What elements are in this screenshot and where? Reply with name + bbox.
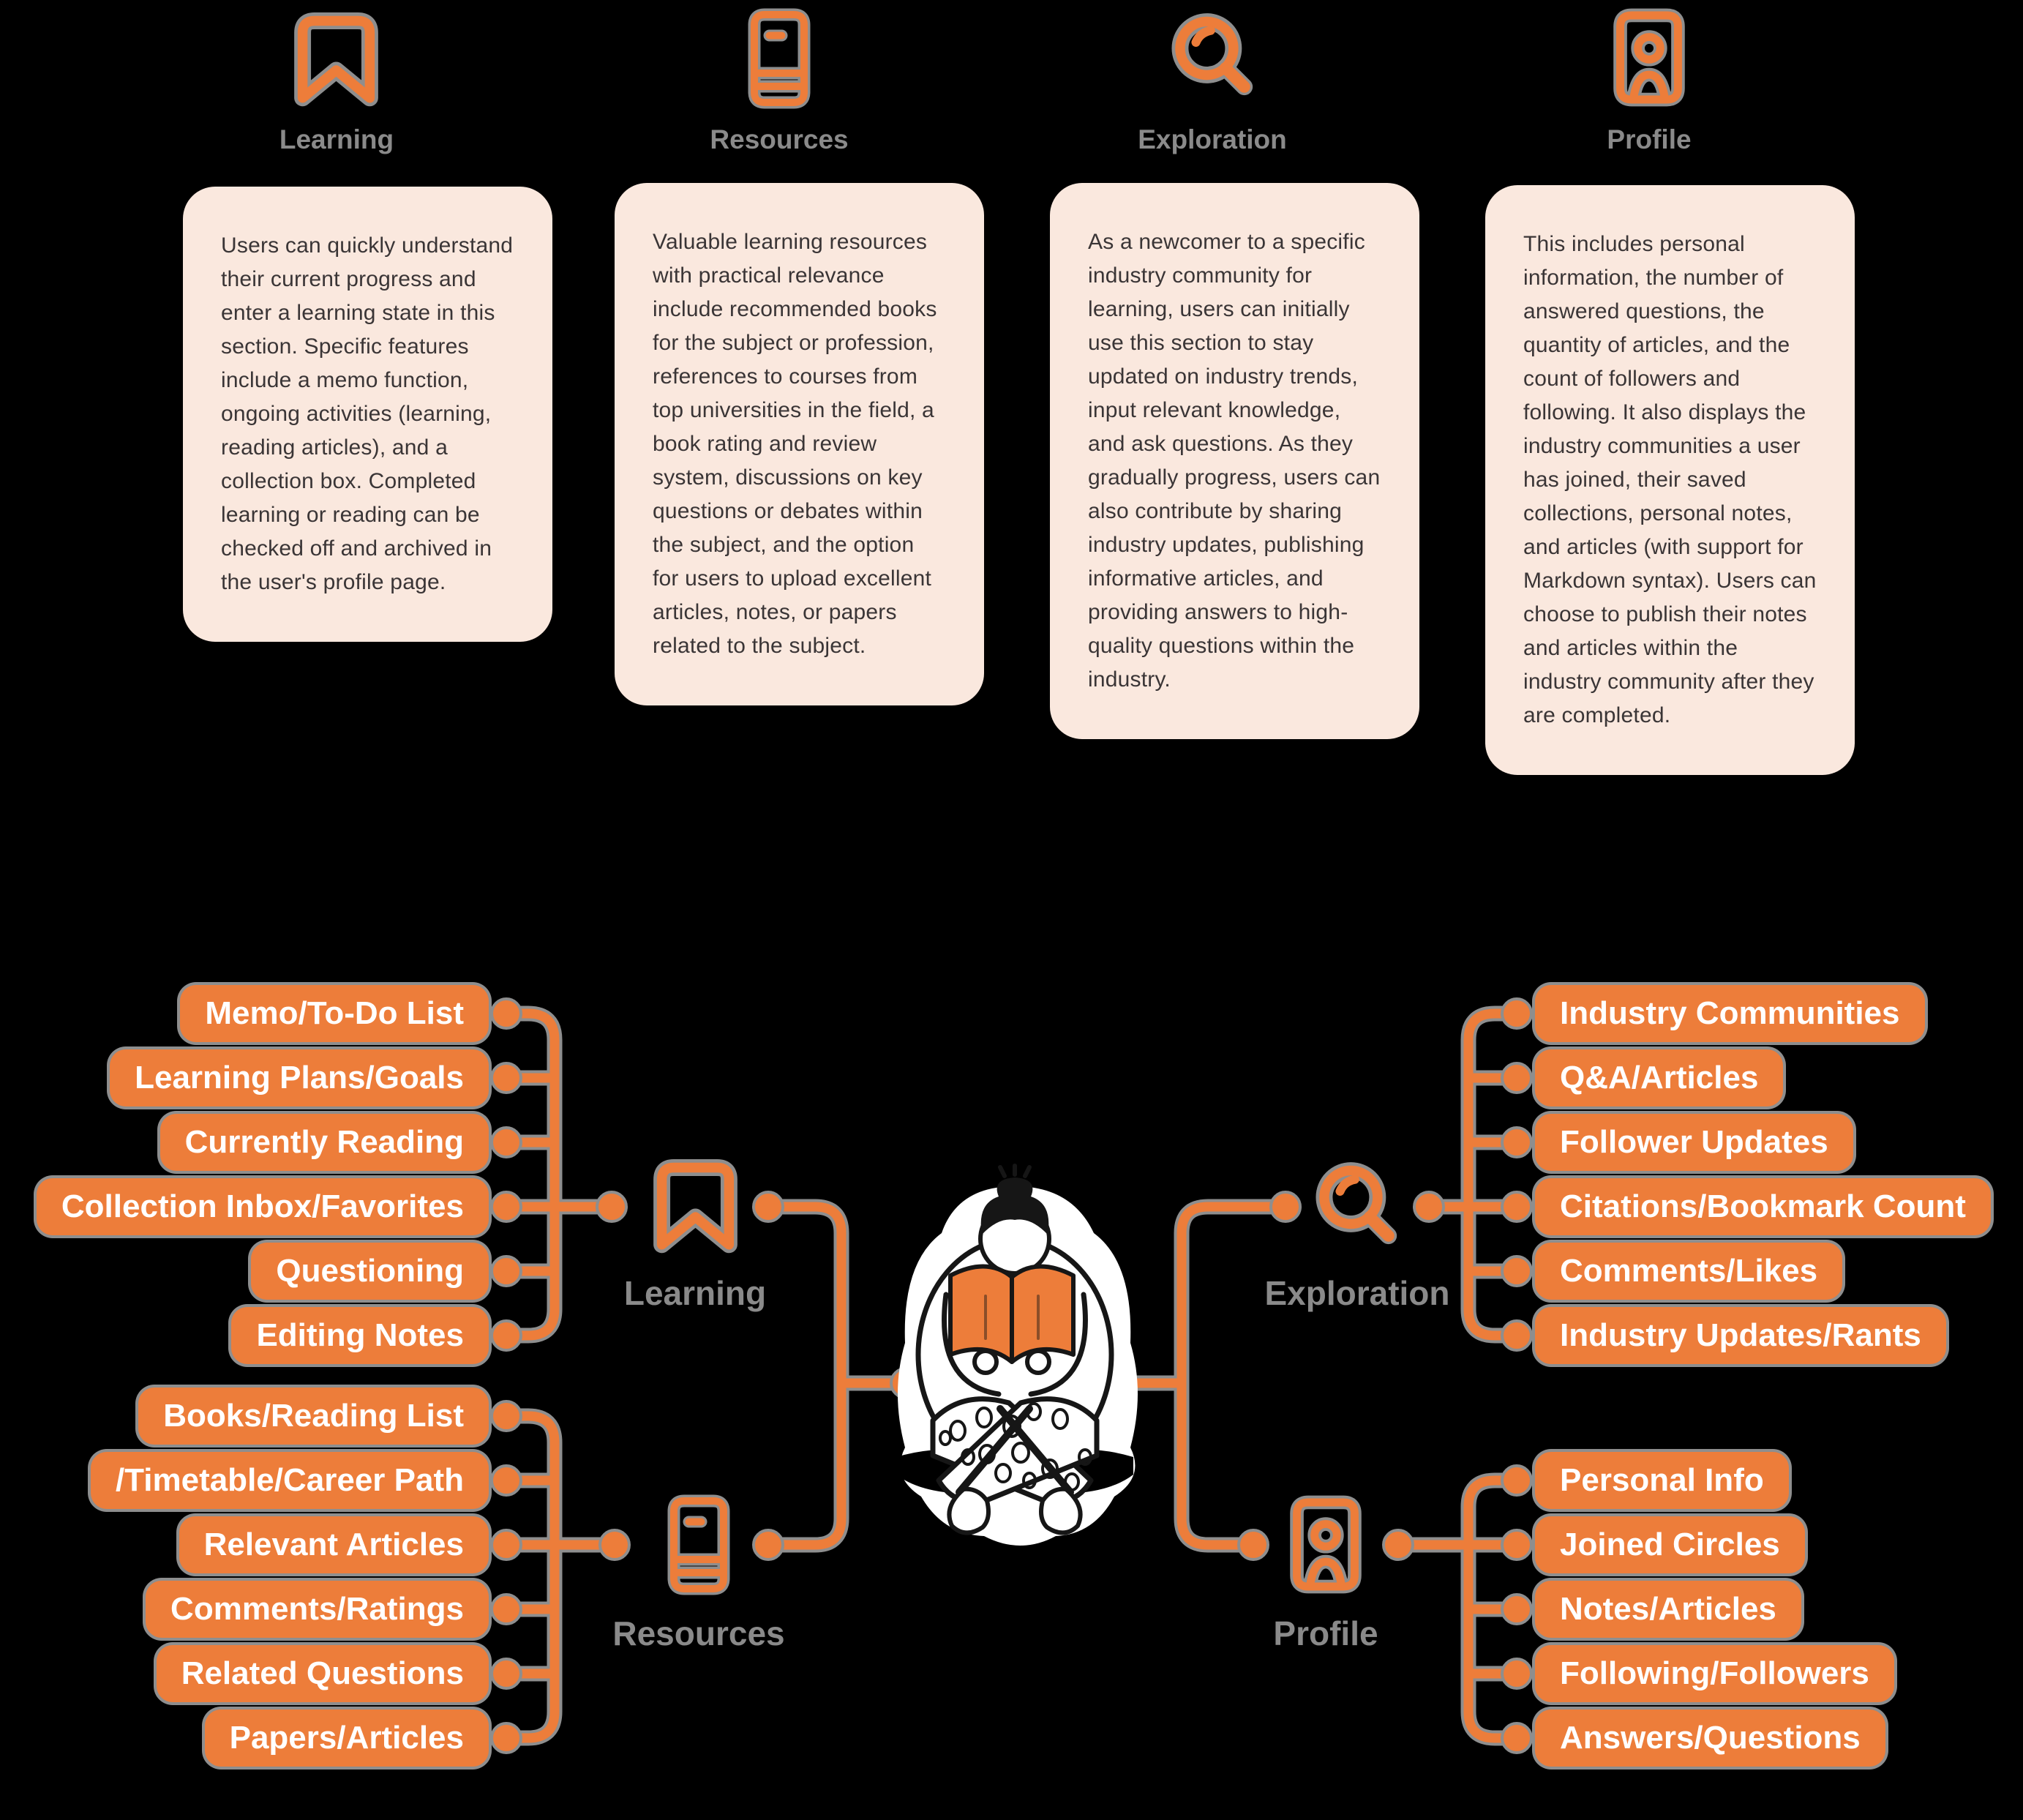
magnifier-icon — [1163, 9, 1262, 108]
branch-item-pill: Memo/To-Do List — [180, 985, 489, 1042]
mindmap-label-profile: Profile — [1273, 1614, 1378, 1652]
branch-item-pill: Notes/Articles — [1535, 1581, 1801, 1638]
branch-item-pill: Comments/Ratings — [146, 1581, 489, 1638]
bookmark-icon — [287, 11, 386, 110]
branch-item-pill: Editing Notes — [231, 1307, 489, 1364]
profile-card-icon — [1609, 7, 1689, 108]
branch-item-pill: /Timetable/Career Path — [91, 1452, 489, 1509]
branch-item-pill: Collection Inbox/Favorites — [37, 1178, 489, 1235]
section-label-resources: Resources — [710, 124, 849, 154]
branch-item-pill: Related Questions — [157, 1645, 489, 1702]
branch-item-pill: Comments/Likes — [1535, 1243, 1842, 1300]
branch-item-pill: Industry Communities — [1535, 985, 1925, 1042]
branch-item-pill: Currently Reading — [160, 1114, 489, 1171]
branch-item-pill: Answers/Questions — [1535, 1709, 1885, 1767]
branch-item-pill: Personal Info — [1535, 1452, 1789, 1509]
branch-item-pill: Following/Followers — [1535, 1645, 1894, 1702]
magnifier-icon — [1307, 1158, 1406, 1257]
section-label-exploration: Exploration — [1138, 124, 1287, 154]
profile-card-icon — [1286, 1494, 1366, 1595]
bookmark-icon — [646, 1158, 745, 1257]
branch-item-pill: Follower Updates — [1535, 1114, 1853, 1171]
book-icon — [662, 1494, 735, 1596]
branch-item-pill: Q&A/Articles — [1535, 1049, 1783, 1106]
description-card-learning: Users can quickly understand their current progress and enter a learning state in this section. Specific features include a memo function, ongoing activities (learning, reading articles), and a collection box. Completed learning or reading can be checked off and archived in the user's profile page. — [183, 187, 552, 642]
branch-item-pill: Papers/Articles — [205, 1709, 489, 1767]
branch-item-pill: Books/Reading List — [138, 1388, 489, 1445]
branch-item-pill: Joined Circles — [1535, 1516, 1805, 1573]
mindmap-label-exploration: Exploration — [1264, 1274, 1450, 1312]
mindmap-label-resources: Resources — [612, 1614, 785, 1652]
description-card-exploration: As a newcomer to a specific industry community for learning, users can initially use this section to stay updated on industry trends, input relevant knowledge, and ask questions. As they gradually progress, users can also contribute by sharing industry updates, publishing informative articles, and providing answers to high-quality questions within the industry. — [1050, 183, 1419, 739]
branch-item-pill: Questioning — [251, 1243, 489, 1300]
reading-person-illustration — [876, 1166, 1154, 1557]
branch-item-pill: Learning Plans/Goals — [110, 1049, 489, 1106]
book-icon — [743, 7, 816, 110]
description-card-resources: Valuable learning resources with practical relevance include recommended books for the subject or profession, references to courses from top universities in the field, a book rating and review system, discussions on key questions or debates within the subject, and the option for users to upload excellent articles, notes, or papers related to the subject. — [615, 183, 984, 705]
mindmap-label-learning: Learning — [623, 1274, 767, 1312]
branch-item-pill: Industry Updates/Rants — [1535, 1307, 1946, 1364]
section-label-profile: Profile — [1607, 124, 1692, 154]
branch-item-pill: Relevant Articles — [179, 1516, 489, 1573]
description-card-profile: This includes personal information, the number of answered questions, the quantity of articles, and the count of followers and following. It also displays the industry communities a user has joined, their saved collections, personal notes, and articles (with support for Markdown syntax). Users can choose to publish their notes and articles within the industry community after they are completed. — [1485, 185, 1855, 775]
branch-item-pill: Citations/Bookmark Count — [1535, 1178, 1991, 1235]
section-label-learning: Learning — [279, 124, 394, 154]
